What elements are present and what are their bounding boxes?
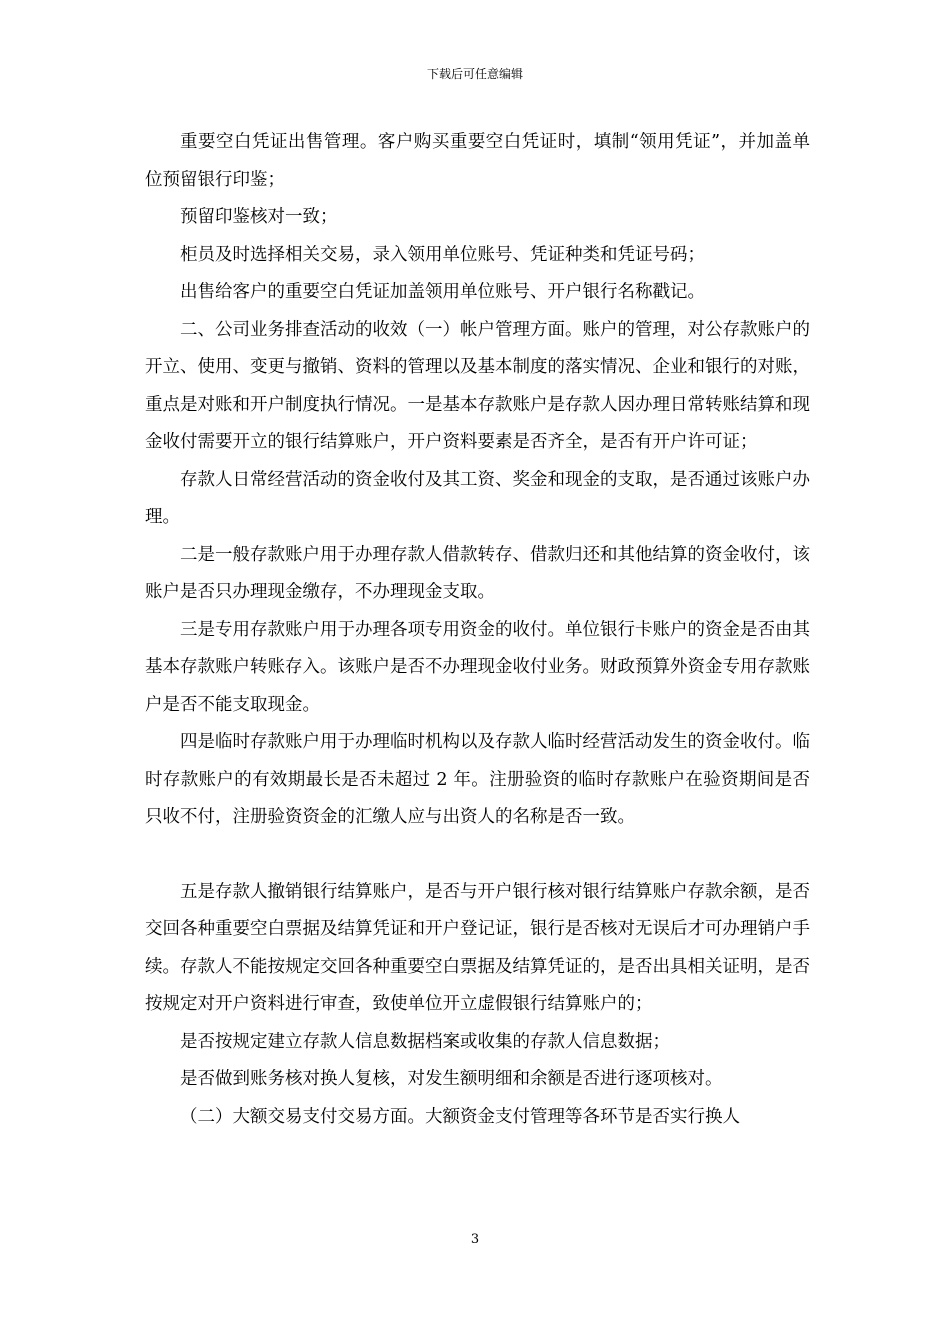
paragraph-basic-account-usage: 存款人日常经营活动的资金收付及其工资、奖金和现金的支取，是否通过该账户办理。 — [145, 469, 810, 527]
paragraph-large-payment: （二）大额交易支付交易方面。大额资金支付管理等各环节是否实行换人 — [180, 1106, 740, 1127]
paragraph-temporary-account: 四是临时存款账户用于办理临时机构以及存款人临时经营活动发生的资金收付。临时存款账户的有效期最长是否未超过 2 年。注册验资的临时存款账户在验资期间是否只收不付，注册验资资金的汇缴人应与出资人的名称是否一致。 — [145, 732, 810, 827]
page-number: 3 — [470, 1232, 480, 1247]
paragraph-account-closure: 五是存款人撤销银行结算账户，是否与开户银行核对银行结算账户存款余额，是否交回各种重要空白票据及结算凭证和开户登记证，银行是否核对无误后才可办理销户手续。存款人不能按规定交回各种重要空白票据及结算凭证的，是否出具相关证明，是否按规定对开户资料进行审查，致使单位开立虚假银行结算账户的； — [145, 881, 810, 1014]
paragraph-teller-entry: 柜员及时选择相关交易，录入领用单位账号、凭证种类和凭证号码； — [180, 244, 705, 265]
paragraph-seal-check: 预留印鉴核对一致； — [180, 207, 338, 227]
document-body — [145, 124, 810, 1136]
paragraph-general-account: 二是一般存款账户用于办理存款人借款转存、借款归还和其他结算的资金收付，该账户是否只办理现金缴存，不办理现金支取。 — [145, 544, 810, 602]
page-header: 下载后可任意编辑 — [426, 67, 523, 81]
paragraph-stamp-marking: 出售给客户的重要空白凭证加盖领用单位账号、开户银行名称戳记。 — [180, 282, 705, 302]
paragraph-depositor-info: 是否按规定建立存款人信息数据档案或收集的存款人信息数据； — [180, 1031, 670, 1052]
paragraph-blank-voucher-sale: 重要空白凭证出售管理。客户购买重要空白凭证时，填制“领用凭证”，并加盖单位预留银行印鉴； — [145, 132, 810, 190]
paragraph-special-account: 三是专用存款账户用于办理各项专用资金的收付。单位银行卡账户的资金是否由其基本存款账户转账存入。该账户是否不办理现金收付业务。财政预算外资金专用存款账户是否不能支取现金。 — [145, 619, 810, 715]
paragraph-reconciliation: 是否做到账务核对换人复核，对发生额明细和余额是否进行逐项核对。 — [180, 1069, 723, 1089]
paragraph-account-management: 二、公司业务排查活动的收效（一）帐户管理方面。账户的管理，对公存款账户的开立、使用、变更与撤销、资料的管理以及基本制度的落实情况、企业和银行的对账，重点是对账和开户制度执行情况。一是基本存款账户是存款人因办理日常转账结算和现金收付需要开立的银行结算账户，开户资料要素是否齐全，是否有开户许可证； — [145, 319, 810, 452]
